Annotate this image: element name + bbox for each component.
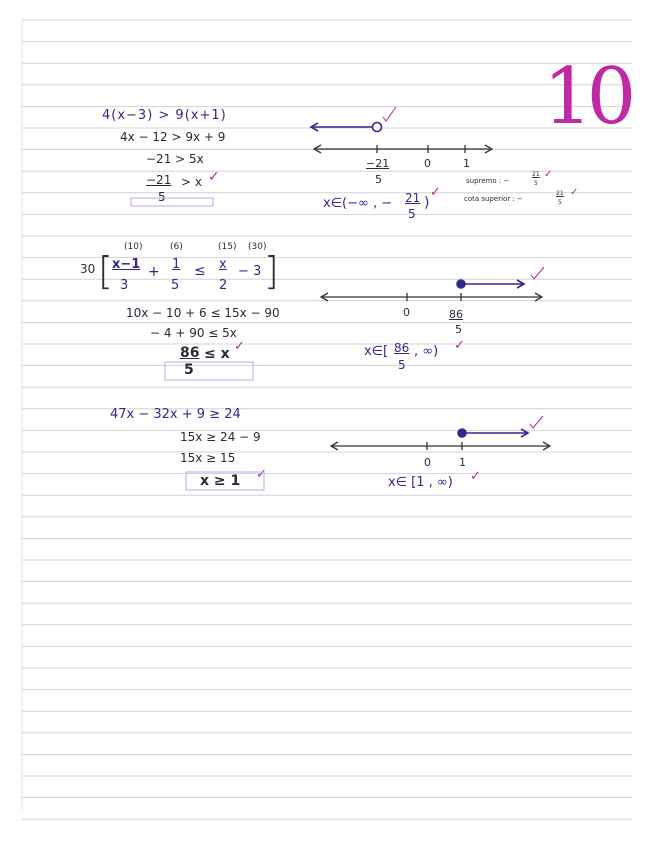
- p2-frac2-num: 1: [172, 257, 181, 272]
- p2-multiplier: 30: [80, 262, 96, 276]
- p2-coeff-2: (6): [170, 242, 183, 252]
- p1-note-supremo: supremo : −: [466, 177, 510, 185]
- p2-coeff-3: (15): [218, 242, 237, 252]
- p2-plus: +: [148, 264, 160, 280]
- p1-step-3: −21 > 5x: [146, 152, 204, 166]
- p1-solution-den: 5: [408, 207, 416, 221]
- p1-note-cota-den: 5: [558, 199, 562, 206]
- p1-tick-label-0: 0: [424, 157, 431, 170]
- p1-note-cota: cota superior : −: [464, 195, 523, 203]
- p1-step-4-den: 5: [158, 190, 166, 204]
- p2-leq: ≤: [194, 263, 206, 279]
- p2-frac1-den: 3: [120, 278, 129, 293]
- p2-bracket-left: [: [98, 249, 113, 293]
- p1-note-cota-num: 21: [556, 190, 564, 197]
- p1-note-supremo-check-icon: ✓: [544, 169, 553, 180]
- p2-step-3-rel: ≤ x: [204, 346, 230, 362]
- p2-solution: x∈[: [364, 344, 389, 359]
- p1-step-4-num: −21: [146, 173, 172, 187]
- p2-coeff-4: (30): [248, 242, 267, 252]
- p3-step-3: 15x ≥ 15: [180, 451, 236, 465]
- p3-step-2: 15x ≥ 24 − 9: [180, 430, 261, 444]
- p2-frac1-num: x−1: [112, 257, 141, 272]
- p1-tick-label-a-den: 5: [375, 173, 382, 186]
- p2-solution-check-icon: ✓: [454, 338, 465, 353]
- p2-solution-close: , ∞): [414, 344, 439, 359]
- p1-step-1: 4(x−3) > 9(x+1): [102, 108, 227, 123]
- p1-step-2: 4x − 12 > 9x + 9: [120, 130, 226, 144]
- p1-solution: x∈(−∞ , −: [323, 196, 393, 211]
- p1-note-supremo-den: 5: [534, 180, 538, 187]
- p2-minus3: − 3: [238, 264, 262, 279]
- p1-solution-close: ): [424, 195, 430, 211]
- p1-solution-num: 21: [405, 191, 421, 205]
- p1-check-icon: ✓: [208, 169, 220, 185]
- p2-frac3-den: 2: [219, 278, 228, 293]
- p2-coeff-1: (10): [124, 242, 143, 252]
- p3-solution: x∈ [1 , ∞): [388, 475, 453, 490]
- p2-bracket-right: ]: [264, 249, 279, 293]
- p3-tick-label-1: 1: [459, 456, 466, 469]
- p2-frac3-num: x: [219, 257, 227, 272]
- p1-tick-label-1: 1: [463, 157, 470, 170]
- p3-check-icon: ✓: [256, 467, 267, 482]
- p3-step-4: x ≥ 1: [200, 473, 241, 489]
- p2-tick-label-a-den: 5: [455, 323, 462, 336]
- p2-step-3-den: 5: [184, 362, 194, 378]
- p1-solution-check-icon: ✓: [430, 185, 441, 200]
- p2-step-1: 10x − 10 + 6 ≤ 15x − 90: [126, 306, 280, 320]
- p2-solution-num: 86: [394, 341, 410, 355]
- p2-tick-label-0: 0: [403, 306, 410, 319]
- p3-step-1: 47x − 32x + 9 ≥ 24: [110, 407, 241, 422]
- p2-frac2-den: 5: [171, 278, 180, 293]
- p1-note-supremo-num: 21: [532, 171, 540, 178]
- p2-step-2: − 4 + 90 ≤ 5x: [150, 326, 237, 340]
- p1-note-cota-check-icon: ✓: [570, 187, 579, 198]
- p2-tick-label-a-num: 86: [449, 308, 463, 321]
- p3-solution-check-icon: ✓: [470, 469, 481, 484]
- p1-tick-label-a-num: −21: [366, 157, 390, 170]
- p2-step-3-num: 86: [180, 345, 200, 361]
- grade-mark: 10: [543, 52, 631, 142]
- p2-check-icon: ✓: [234, 339, 245, 354]
- p1-step-4-rel: > x: [181, 175, 202, 189]
- p2-solution-den: 5: [398, 358, 406, 372]
- p3-tick-label-0: 0: [424, 456, 431, 469]
